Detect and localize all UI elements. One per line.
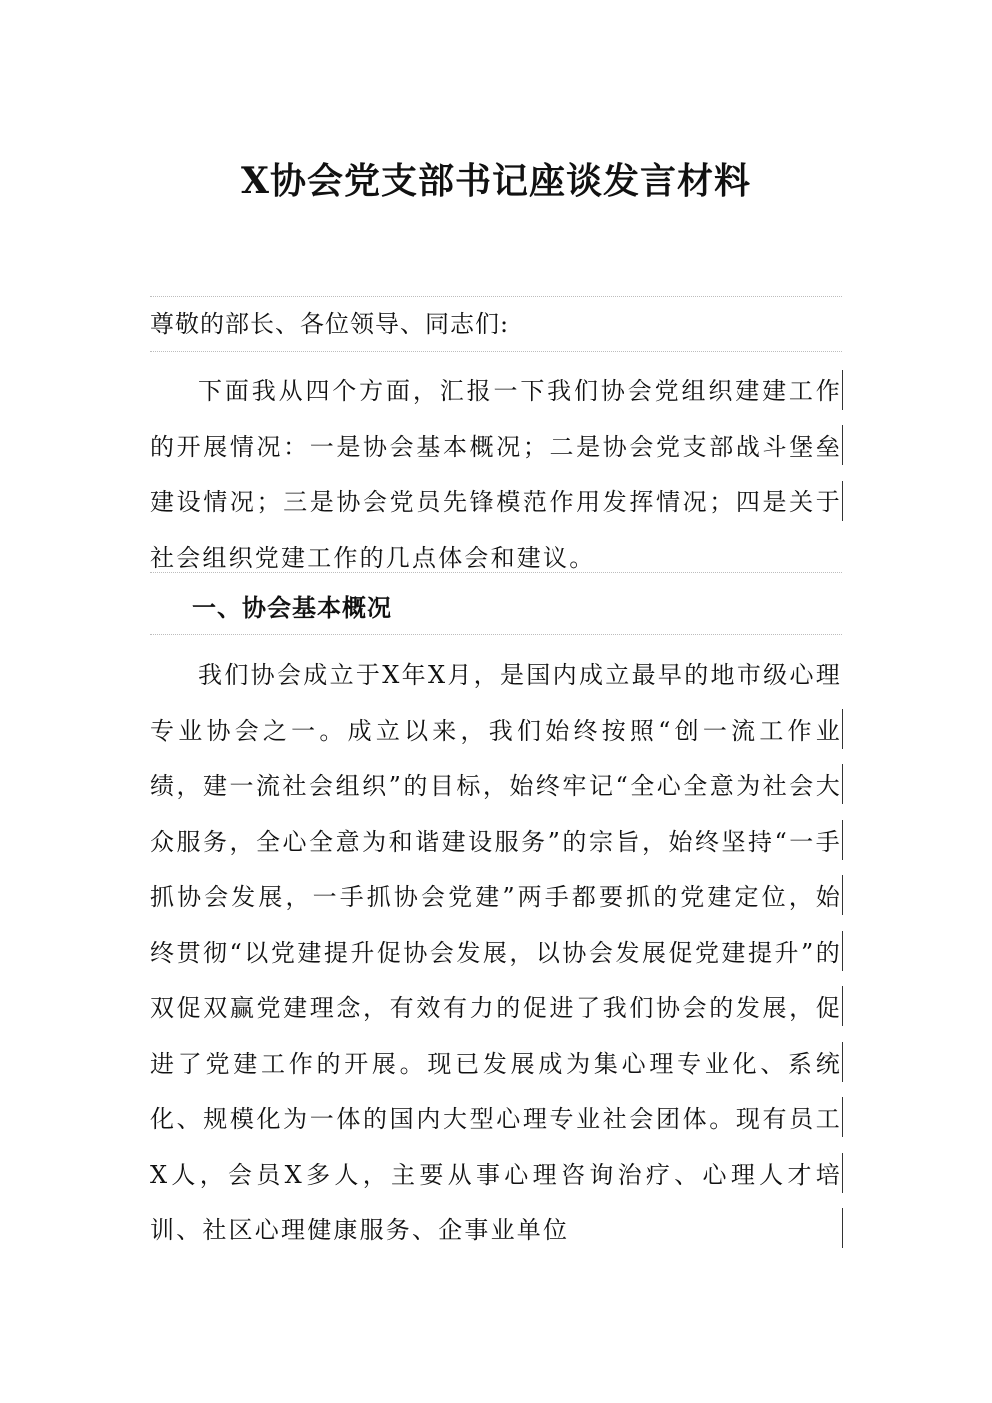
- text-boundary-mark: [842, 764, 843, 804]
- document-title: X协会党支部书记座谈发言材料: [241, 160, 751, 202]
- section-heading: 一、协会基本概况: [192, 593, 392, 622]
- greeting-block: [150, 296, 842, 352]
- text-boundary-mark: [842, 370, 843, 410]
- text-boundary-mark: [842, 820, 843, 860]
- text-boundary-mark: [842, 986, 843, 1026]
- text-boundary-mark: [842, 425, 843, 465]
- overview-paragraph: 我们协会成立于X年X月，是国内成立最早的地市级心理专业协会之一。成立以来，我们始终按照“创一流工作业绩，建一流社会组织”的目标，始终牢记“全心全意为社会大众服务，全心全意为和谐建设服务”的宗旨，始终坚持“一手抓协会发展，一手抓协会党建”两手都要抓的党建定位，始终贯彻“以党建提升促协会发展，以协会发展促党建提升”的双促双赢党建理念，有效有力的促进了我们协会的发展，促进了党建工作的开展。现已发展成为集心理专业化、系统化、规模化为一体的国内大型心理专业社会团体。现有员工X人，会员X多人，主要从事心理咨询治疗、心理人才培训、社区心理健康服务、企事业单位: [150, 661, 842, 1244]
- text-boundary-mark: [842, 1208, 843, 1248]
- paragraph-divider: [150, 572, 842, 573]
- text-boundary-mark: [842, 1153, 843, 1193]
- text-boundary-mark: [842, 1097, 843, 1137]
- text-boundary-mark: [842, 481, 843, 521]
- text-boundary-mark: [842, 1042, 843, 1082]
- greeting-line: 尊敬的部长、各位领导、同志们:: [150, 310, 510, 338]
- text-boundary-mark: [842, 875, 843, 915]
- text-boundary-mark: [842, 931, 843, 971]
- text-boundary-mark: [842, 709, 843, 749]
- intro-paragraph: 下面我从四个方面，汇报一下我们协会党组织建建工作的开展情况：一是协会基本概况；二是协会党支部战斗堡垒建设情况；三是协会党员先锋模范作用发挥情况；四是关于社会组织党建工作的几点体会和建议。: [150, 377, 842, 572]
- heading-divider: [150, 634, 842, 635]
